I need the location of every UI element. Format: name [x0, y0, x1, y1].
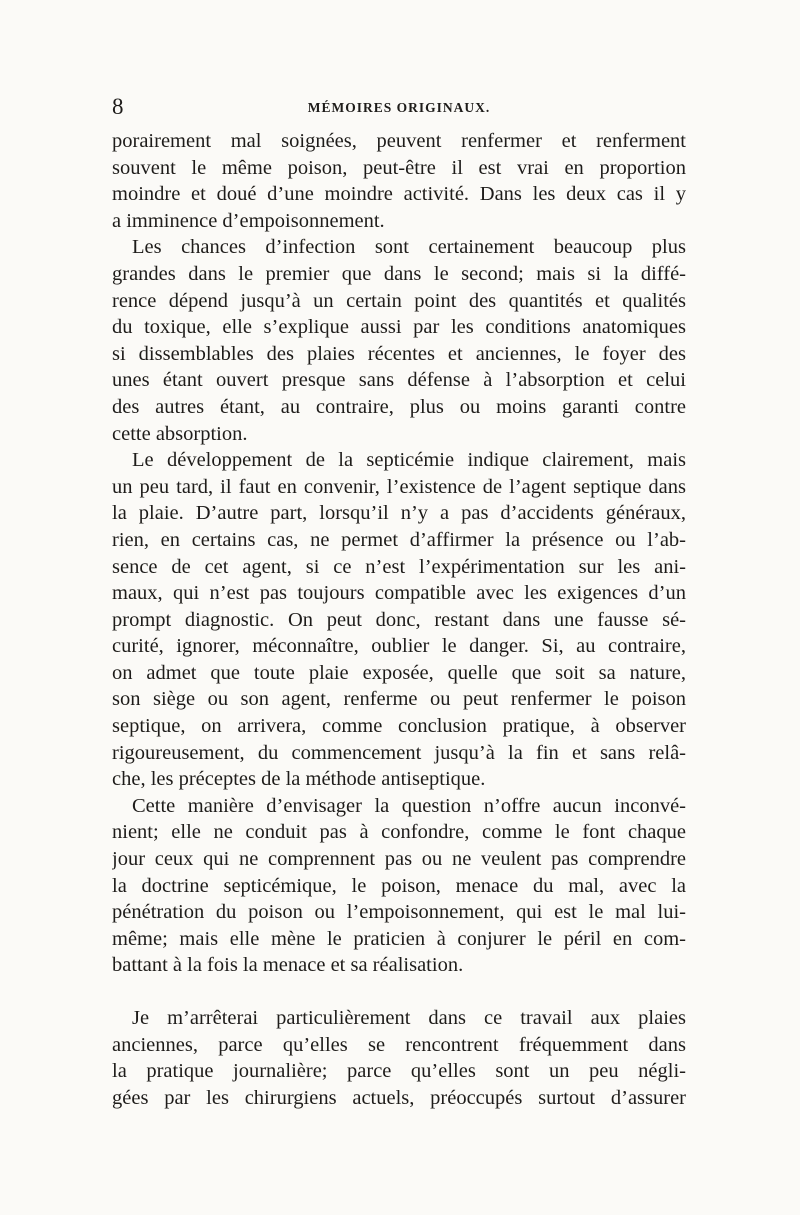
text-line: curité, ignorer, méconnaître, oublier le danger. Si, au contraire, — [112, 635, 686, 658]
paragraph-4 — [112, 793, 686, 979]
running-title: MÉMOIRES ORIGINAUX. — [307, 100, 491, 115]
text-line: Je m’arrêterai particulièrement dans ce travail aux plaies — [132, 1007, 686, 1029]
text-line: jour ceux qui ne comprennent pas ou ne veulent pas comprendre — [112, 848, 686, 871]
text-line: si dissemblables des plaies récentes et anciennes, le foyer des — [112, 342, 686, 365]
section-gap — [112, 979, 686, 1005]
text-line: grandes dans le premier que dans le second; mais si la diffé- — [112, 262, 686, 285]
text-line: on admet que toute plaie exposée, quelle que soit sa nature, — [112, 661, 686, 684]
text-line: sence de cet agent, si ce n’est l’expérimentation sur les ani- — [112, 555, 686, 578]
text-line: prompt diagnostic. On peut donc, restant dans une fausse sé- — [112, 608, 686, 631]
text-line: du toxique, elle s’explique aussi par les conditions anatomiques — [112, 316, 686, 339]
page-number: 8 — [112, 94, 124, 119]
text-line: la doctrine septicémique, le poison, menace du mal, avec la — [112, 874, 686, 897]
text-line: moindre et doué d’une moindre activité. Dans les deux cas il y — [112, 183, 686, 206]
text-line: la pratique journalière; parce qu’elles sont un peu négli- — [112, 1060, 686, 1083]
text-line: gées par les chirurgiens actuels, préoccupés surtout d’assurer — [112, 1086, 686, 1109]
page-header — [112, 92, 686, 122]
text-line: rien, en certains cas, ne permet d’affirmer la présence ou l’ab- — [112, 528, 686, 551]
text-line: pénétration du poison ou l’empoisonnement, qui est le mal lui- — [112, 901, 686, 924]
text-line: rigoureusement, du commencement jusqu’à la fin et sans relâ- — [112, 741, 686, 764]
text-line: cette absorption. — [112, 422, 248, 445]
text-line: même; mais elle mène le praticien à conjurer le péril en com- — [112, 927, 686, 950]
paragraph-5 — [112, 1005, 686, 1111]
text-line: son siège ou son agent, renferme ou peut renfermer le poison — [112, 688, 686, 711]
text-line: un peu tard, il faut en convenir, l’existence de l’agent septique dans — [112, 475, 686, 498]
text-line: che, les préceptes de la méthode antiseptique. — [112, 768, 486, 791]
text-line: des autres étant, au contraire, plus ou moins garanti contre — [112, 395, 686, 418]
text-line: anciennes, parce qu’elles se rencontrent fréquemment dans — [112, 1033, 686, 1056]
text-line: Les chances d’infection sont certainement beaucoup plus — [132, 236, 686, 259]
text-line: septique, on arrivera, comme conclusion pratique, à observer — [112, 715, 686, 738]
text-line: souvent le même poison, peut-être il est vrai en proportion — [112, 156, 686, 179]
text-line: nient; elle ne conduit pas à confondre, comme le font chaque — [112, 821, 686, 844]
text-line: Cette manière d’envisager la question n’offre aucun inconvé- — [132, 794, 686, 817]
paragraph-2 — [112, 234, 686, 447]
text-line: maux, qui n’est pas toujours compatible avec les exigences d’un — [112, 582, 686, 605]
text-line: porairement mal soignées, peuvent renfermer et renferment — [112, 130, 686, 152]
text-line: rence dépend jusqu’à un certain point des quantités et qualités — [112, 289, 686, 312]
text-line: unes étant ouvert presque sans défense à l’absorption et celui — [112, 369, 686, 392]
text-line: Le développement de la septicémie indique clairement, mais — [132, 449, 686, 472]
paragraph-3 — [112, 447, 686, 793]
text-line: a imminence d’empoisonnement. — [112, 209, 385, 232]
body-text — [112, 128, 686, 1111]
paragraph-1 — [112, 128, 686, 234]
text-line: battant à la fois la menace et sa réalisation. — [112, 954, 464, 977]
text-line: la plaie. D’autre part, lorsqu’il n’y a pas d’accidents généraux, — [112, 502, 686, 525]
